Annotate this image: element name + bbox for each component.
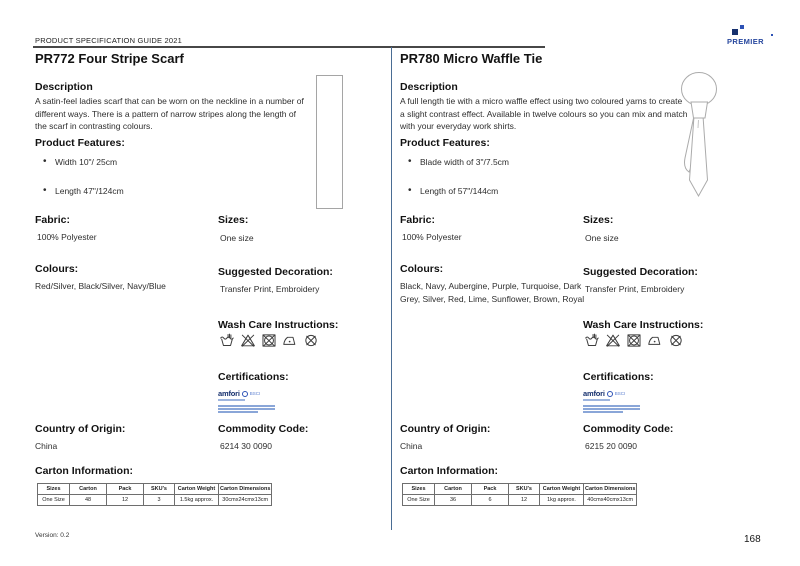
col-header: Carton — [435, 484, 472, 495]
cell-weight: 1kg approx. — [540, 495, 584, 506]
commodity-heading: Commodity Code: — [583, 423, 674, 435]
decoration-value: Transfer Print, Embroidery — [220, 284, 320, 294]
amfori-bsci-logo — [218, 389, 275, 413]
origin-value: China — [35, 441, 58, 451]
feature-item: • Length 47"/124cm — [43, 186, 393, 196]
col-header: Sizes — [38, 484, 70, 495]
carton-header-row — [38, 484, 272, 495]
sizes-value: One size — [585, 233, 619, 243]
carton-data-row — [38, 495, 272, 506]
amfori-circle-icon — [242, 391, 248, 397]
amfori-bsci-logo — [583, 389, 640, 413]
colours-value: Black, Navy, Aubergine, Purple, Turquoise, Dark Grey, Silver, Red, Lime, Sunflower, Brown, Royal — [400, 281, 585, 304]
product-title: PR780 Micro Waffle Tie — [400, 51, 543, 66]
hand-wash-icon — [583, 332, 601, 349]
decoration-value: Transfer Print, Embroidery — [585, 284, 685, 294]
do-not-tumble-dry-icon — [625, 332, 643, 349]
cell-carton: 48 — [70, 495, 107, 506]
do-not-dry-clean-icon — [302, 332, 320, 349]
cell-weight: 1.5kg approx. — [175, 495, 219, 506]
cell-sizes: One Size — [38, 495, 70, 506]
decoration-heading: Suggested Decoration: — [583, 266, 698, 278]
decoration-heading: Suggested Decoration: — [218, 266, 333, 278]
carton-table — [402, 483, 637, 506]
col-header: Carton Dimensions — [219, 484, 272, 495]
fabric-heading: Fabric: — [400, 214, 436, 226]
origin-heading: Country of Origin: — [35, 423, 126, 435]
do-not-bleach-icon — [239, 332, 257, 349]
hand-wash-icon — [218, 332, 236, 349]
version-label: Version: 0.2 — [35, 532, 70, 539]
fabric-value: 100% Polyester — [402, 232, 462, 242]
col-header: Carton Weight — [175, 484, 219, 495]
column-divider — [391, 47, 392, 530]
bsci-label: BSCI — [249, 391, 261, 396]
wash-care-icons — [583, 332, 685, 349]
certifications-heading: Certifications: — [583, 371, 654, 383]
description-heading: Description — [400, 81, 458, 93]
washcare-heading: Wash Care Instructions: — [583, 319, 704, 331]
amfori-wordmark: amfori — [583, 389, 605, 398]
col-header: SKU's — [509, 484, 540, 495]
col-header: Pack — [472, 484, 509, 495]
cool-iron-icon — [281, 332, 299, 349]
carton-heading: Carton Information: — [400, 465, 498, 477]
product-title: PR772 Four Stripe Scarf — [35, 51, 184, 66]
description-heading: Description — [35, 81, 93, 93]
feature-item: • Blade width of 3"/7.5cm — [408, 157, 783, 167]
amfori-tagline-bar — [583, 399, 610, 401]
cell-skus: 3 — [144, 495, 175, 506]
page-header-label: PRODUCT SPECIFICATION GUIDE 2021 — [35, 36, 182, 45]
colours-heading: Colours: — [400, 263, 444, 275]
premier-wordmark: PREMIER — [727, 37, 764, 46]
amfori-smallprint-bars — [583, 405, 640, 413]
col-header: Sizes — [403, 484, 435, 495]
commodity-value: 6215 20 0090 — [585, 441, 637, 451]
certifications-heading: Certifications: — [218, 371, 289, 383]
product-column-pr772 — [35, 0, 385, 566]
washcare-heading: Wash Care Instructions: — [218, 319, 339, 331]
colours-value: Red/Silver, Black/Silver, Navy/Blue — [35, 281, 166, 291]
carton-table — [37, 483, 272, 506]
amfori-circle-icon — [607, 391, 613, 397]
amfori-wordmark: amfori — [218, 389, 240, 398]
carton-data-row — [403, 495, 637, 506]
description-text: A full length tie with a micro waffle effect using two coloured yarns to create a slight contrast effect. Available in twelve colours so you can mix and match with your everyday work shirts. — [400, 96, 688, 131]
carton-header-row — [403, 484, 637, 495]
sizes-heading: Sizes: — [218, 214, 249, 226]
amfori-tagline-bar — [218, 399, 245, 401]
commodity-heading: Commodity Code: — [218, 423, 309, 435]
features-heading: Product Features: — [400, 137, 490, 149]
amfori-smallprint-bars — [218, 405, 275, 413]
col-header: SKU's — [144, 484, 175, 495]
fabric-value: 100% Polyester — [37, 232, 97, 242]
col-header: Carton — [70, 484, 107, 495]
colours-heading: Colours: — [35, 263, 79, 275]
wash-care-icons — [218, 332, 320, 349]
feature-item: • Length of 57"/144cm — [408, 186, 783, 196]
cell-skus: 12 — [509, 495, 540, 506]
cool-iron-icon — [646, 332, 664, 349]
carton-heading: Carton Information: — [35, 465, 133, 477]
cell-dimensions: 30cmx24cmx13cm — [219, 495, 272, 506]
cell-sizes: One Size — [403, 495, 435, 506]
cell-dimensions: 40cmx40cmx13cm — [584, 495, 637, 506]
feature-item: • Width 10"/ 25cm — [43, 157, 393, 167]
commodity-value: 6214 30 0090 — [220, 441, 272, 451]
sizes-heading: Sizes: — [583, 214, 614, 226]
cell-carton: 36 — [435, 495, 472, 506]
tie-illustration — [668, 66, 730, 218]
page-number: 168 — [744, 534, 761, 545]
col-header: Carton Weight — [540, 484, 584, 495]
description-text: A satin-feel ladies scarf that can be worn on the neckline in a number of different ways. There is a pattern of narrow stripes along the length of the scarf in contrasting colours. — [35, 96, 304, 131]
do-not-bleach-icon — [604, 332, 622, 349]
col-header: Pack — [107, 484, 144, 495]
fabric-heading: Fabric: — [35, 214, 71, 226]
do-not-tumble-dry-icon — [260, 332, 278, 349]
bsci-label: BSCI — [614, 391, 626, 396]
do-not-dry-clean-icon — [667, 332, 685, 349]
origin-value: China — [400, 441, 423, 451]
features-heading: Product Features: — [35, 137, 125, 149]
cell-pack: 12 — [107, 495, 144, 506]
product-column-pr780 — [400, 0, 775, 566]
scarf-illustration — [316, 75, 343, 209]
sizes-value: One size — [220, 233, 254, 243]
cell-pack: 6 — [472, 495, 509, 506]
origin-heading: Country of Origin: — [400, 423, 491, 435]
col-header: Carton Dimensions — [584, 484, 637, 495]
